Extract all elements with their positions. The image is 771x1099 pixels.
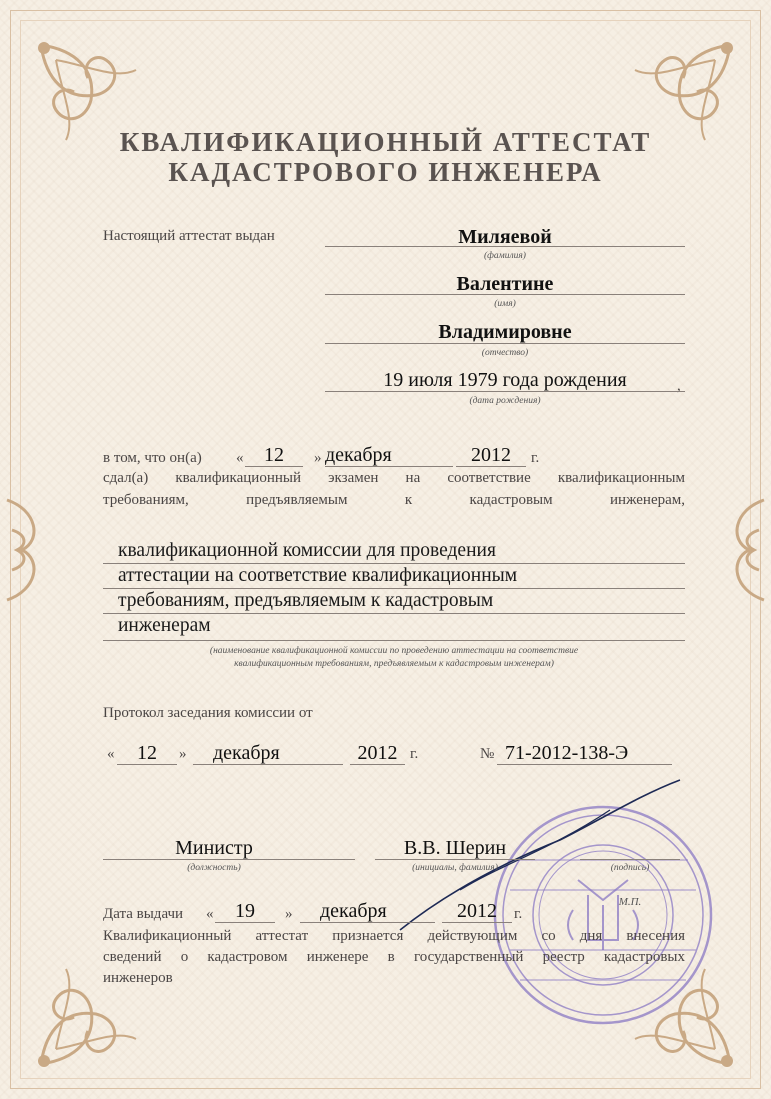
birth-line: [325, 391, 685, 392]
stamp-place: М.П.: [618, 896, 642, 908]
issue-open-quote: «: [206, 906, 214, 922]
protocol-month: декабря: [213, 742, 280, 764]
commission-caption-line1: (наименование квалификационной комиссии по проведению аттестации на соответствие: [209, 646, 579, 656]
issue-day-line: [215, 922, 275, 923]
issue-month: декабря: [320, 900, 387, 922]
protocol-close-quote: »: [179, 746, 187, 762]
commission-line1: квалификационной комиссии для проведения: [118, 540, 496, 561]
exam-close-quote: »: [314, 450, 322, 466]
birth-caption: (дата рождения): [469, 396, 541, 406]
protocol-label: Протокол заседания комиссии от: [103, 705, 313, 721]
position-value: Министр: [175, 837, 253, 859]
protocol-year-suffix: г.: [410, 746, 419, 762]
position-caption: (должность): [187, 863, 241, 873]
validity-text-line3: инженеров: [103, 970, 173, 986]
protocol-number-line: [497, 764, 672, 765]
signer-line: [375, 859, 535, 860]
patronymic-line: [325, 343, 685, 344]
validity-text-line1: Квалификационный аттестат признается действующим со дня внесения: [103, 928, 685, 944]
commission-line3: требованиям, предъявляемым к кадастровым: [118, 590, 494, 611]
first-name-line: [325, 294, 685, 295]
protocol-year-line: [350, 764, 405, 765]
certificate-title-line1: КВАЛИФИКАЦИОННЫЙ АТТЕСТАТ: [119, 127, 652, 157]
exam-year-line: [456, 466, 526, 467]
validity-text-line2: сведений о кадастровом инженере в государственный реестр кадастровых: [103, 949, 685, 965]
number-sign: №: [480, 746, 495, 762]
signer-caption: (инициалы, фамилия): [412, 863, 498, 873]
commission-line2: аттестации на соответствие квалификационным: [118, 565, 518, 586]
protocol-month-line: [193, 764, 343, 765]
first-name-value: Валентине: [456, 273, 554, 295]
signature-caption: (подпись): [610, 863, 650, 873]
exam-year: 2012: [471, 444, 511, 466]
signature-line: [580, 859, 680, 860]
first-name-caption: (имя): [494, 299, 516, 309]
certificate-title-line2: КАДАСТРОВОГО ИНЖЕНЕРА: [168, 157, 603, 187]
patronymic-value: Владимировне: [438, 321, 572, 343]
issued-label: Настоящий аттестат выдан: [103, 228, 275, 244]
exam-open-quote: «: [236, 450, 244, 466]
issue-label: Дата выдачи: [103, 906, 184, 922]
surname-caption: (фамилия): [484, 251, 526, 261]
issue-year-line: [442, 922, 512, 923]
side-ornament-left: [2, 490, 52, 610]
issue-day: 19: [235, 900, 255, 922]
surname-value: Миляевой: [458, 226, 552, 248]
issue-year: 2012: [457, 900, 497, 922]
issue-month-line: [300, 922, 435, 923]
position-line: [103, 859, 355, 860]
protocol-open-quote: «: [107, 746, 115, 762]
commission-line4: инженерам: [118, 615, 211, 636]
exam-month-line: [325, 466, 453, 467]
exam-day: 12: [264, 444, 284, 466]
signer-value: В.В. Шерин: [403, 837, 507, 859]
exam-day-line: [245, 466, 303, 467]
protocol-day-line: [117, 764, 177, 765]
birth-value: 19 июля 1979 года рождения: [383, 369, 627, 391]
issue-close-quote: »: [285, 906, 293, 922]
surname-line: [325, 246, 685, 247]
protocol-year: 2012: [357, 742, 398, 764]
commission-rule4: [103, 640, 685, 641]
commission-caption-line2: квалификационным требованиям, предъявляемым к кадастровым инженерам): [234, 659, 554, 669]
exam-year-suffix: г.: [531, 450, 540, 466]
patronymic-caption: (отчество): [481, 348, 529, 358]
exam-prefix: в том, что он(а): [103, 450, 202, 466]
exam-text-line2: требованиям, предъявляемым к кадастровым инженерам,: [103, 492, 685, 508]
side-ornament-right: [719, 490, 769, 610]
exam-month: декабря: [325, 444, 392, 466]
birth-comma: ,: [677, 378, 681, 394]
issue-year-suffix: г.: [514, 906, 523, 922]
protocol-number: 71-2012-138-Э: [505, 742, 629, 764]
exam-text-line1: сдал(а) квалификационный экзамен на соответствие квалификационным: [103, 470, 685, 486]
protocol-day: 12: [137, 742, 157, 764]
